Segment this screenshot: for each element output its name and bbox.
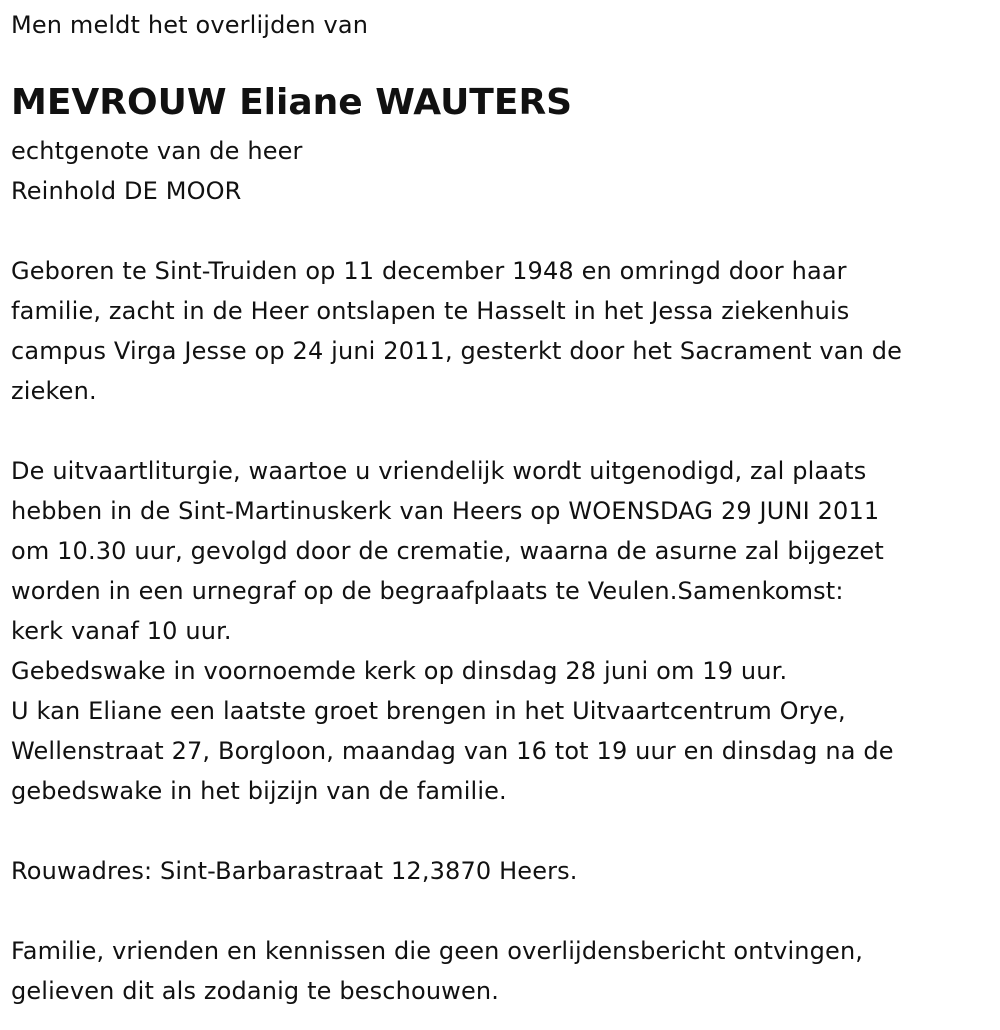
visit-line: gebedswake in het bijzijn van de familie. <box>11 777 507 805</box>
deceased-name: MEVROUW Eliane WAUTERS <box>11 82 573 123</box>
visit-line: Wellenstraat 27, Borgloon, maandag van 16 tot 19 uur en dinsdag na de <box>11 737 894 765</box>
mourning-address: Rouwadres: Sint-Barbarastraat 12,3870 Heers. <box>11 857 578 885</box>
visit-line: U kan Eliane een laatste groet brengen in het Uitvaartcentrum Orye, <box>11 697 846 725</box>
birth-line: campus Virga Jesse op 24 juni 2011, gesterkt door het Sacrament van de <box>11 337 903 365</box>
birth-line: familie, zacht in de Heer ontslapen te Hasselt in het Jessa ziekenhuis <box>11 297 850 325</box>
intro-text: Men meldt het overlijden van <box>11 11 369 39</box>
funeral-line: kerk vanaf 10 uur. <box>11 617 232 645</box>
closing-paragraph <box>11 931 991 1011</box>
funeral-line: De uitvaartliturgie, waartoe u vriendelijk wordt uitgenodigd, zal plaats <box>11 457 867 485</box>
funeral-line: worden in een urnegraf op de begraafplaats te Veulen.Samenkomst: <box>11 577 844 605</box>
spouse-name: Reinhold DE MOOR <box>11 177 242 205</box>
funeral-line: hebben in de Sint-Martinuskerk van Heers op WOENSDAG 29 JUNI 2011 <box>11 497 880 525</box>
birth-line: Geboren te Sint-Truiden op 11 december 1948 en omringd door haar <box>11 257 847 285</box>
funeral-line: om 10.30 uur, gevolgd door de crematie, waarna de asurne zal bijgezet <box>11 537 884 565</box>
address-paragraph <box>11 851 991 891</box>
wake-line: Gebedswake in voornoemde kerk op dinsdag 28 juni om 19 uur. <box>11 657 788 685</box>
visit-paragraph <box>11 691 991 811</box>
spouse-line: echtgenote van de heer <box>11 137 303 165</box>
wake-paragraph <box>11 651 991 691</box>
spouse-block <box>11 131 991 211</box>
birth-line: zieken. <box>11 377 97 405</box>
funeral-paragraph <box>11 451 991 651</box>
death-notice <box>11 0 991 1011</box>
closing-line: gelieven dit als zodanig te beschouwen. <box>11 977 500 1005</box>
closing-line: Familie, vrienden en kennissen die geen overlijdensbericht ontvingen, <box>11 937 864 965</box>
birth-paragraph <box>11 251 991 411</box>
